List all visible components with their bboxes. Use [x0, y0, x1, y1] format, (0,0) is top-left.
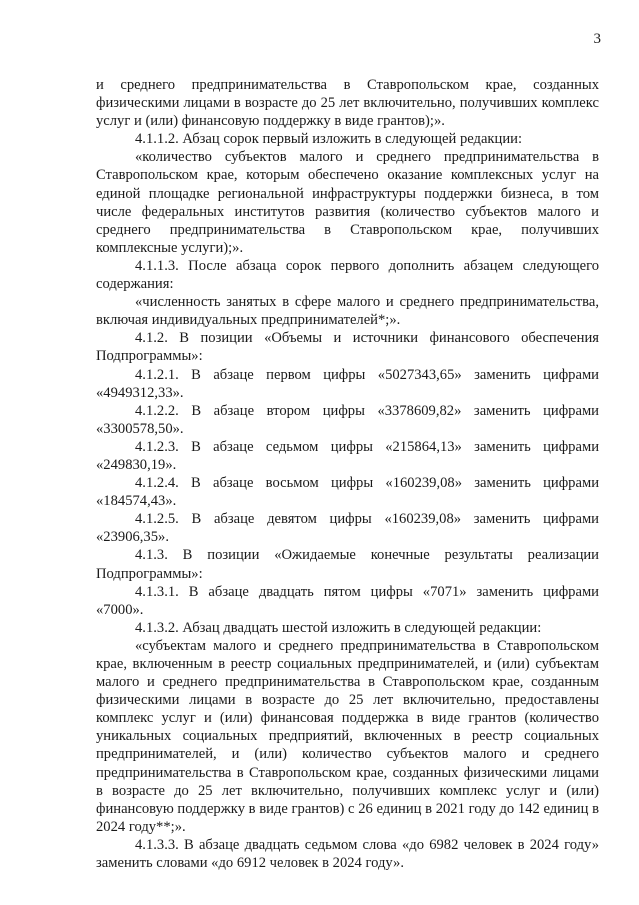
paragraph-6: 4.1.2. В позиции «Объемы и источники финансового обеспечения Подпрограммы»:	[96, 330, 599, 365]
paragraph-4: 4.1.1.3. После абзаца сорок первого дополнить абзацем следующего содержания:	[96, 257, 599, 293]
paragraph-12: 4.1.3. В позиции «Ожидаемые конечные результаты реализации Подпрограммы»:	[96, 547, 599, 582]
paragraph-9: 4.1.2.3. В абзаце седьмом цифры «215864,13» заменить цифрами «249830,19».	[96, 438, 599, 473]
paragraph-16: 4.1.3.3. В абзаце двадцать седьмом слова «до 6982 человек в 2024 году» заменить словами «до 6912 человек в 2024 году».	[96, 836, 599, 872]
paragraph-5: «численность занятых в сфере малого и среднего предпринимательства, включая индивидуальных предпринимателей*;».	[96, 294, 599, 329]
document-body	[96, 76, 599, 872]
paragraph-1: и среднего предпринимательства в Ставропольском крае, созданных физическими лицами в возрасте до 25 лет включительно, получивших комплекс услуг и (или) финансовую поддержку в виде грантов);».	[96, 77, 599, 130]
paragraph-15: «субъектам малого и среднего предпринимательства в Ставропольском крае, включенным в реестр социальных предпринимателей, и (или) субъектам малого и среднего предпринимательства в Ставропольском крае, созданным физическими лицами в возрасте до 25 лет включительно, предоставлены комплекс услуг и (или) финансовая поддержка в виде грантов (количество уникальных социальных предприятий, включенных в реестр социальных предпринимателей, и (или) количество субъектов малого и среднего предпринимательства в Ставропольском крае, созданных физическими лицами в возрасте до 25 лет включительно, получивших комплекс услуг и (или) финансовую поддержку в виде грантов) с 26 единиц в 2021 году до 142 единиц в 2024 году**;».	[96, 637, 599, 835]
paragraph-11: 4.1.2.5. В абзаце девятом цифры «160239,08» заменить цифрами «23906,35».	[96, 511, 599, 546]
paragraph-8: 4.1.2.2. В абзаце втором цифры «3378609,82» заменить цифрами «3300578,50».	[96, 402, 599, 437]
paragraph-13: 4.1.3.1. В абзаце двадцать пятом цифры «7071» заменить цифрами «7000».	[96, 583, 599, 618]
page-number: 3	[593, 31, 601, 47]
paragraph-3: «количество субъектов малого и среднего предпринимательства в Ставропольском крае, которым обеспечено оказание комплексных услуг на единой площадке региональной инфраструктуры поддержки бизнеса, в том числе федеральных институтов развития (количество субъектов малого и среднего предпринимательства в Ставропольском крае, получивших комплексные услуги);».	[96, 149, 599, 256]
paragraph-7: 4.1.2.1. В абзаце первом цифры «5027343,65» заменить цифрами «4949312,33».	[96, 366, 599, 401]
paragraph-14: 4.1.3.2. Абзац двадцать шестой изложить в следующей редакции:	[135, 619, 542, 636]
paragraph-10: 4.1.2.4. В абзаце восьмом цифры «160239,08» заменить цифрами «184574,43».	[96, 475, 599, 510]
paragraph-2: 4.1.1.2. Абзац сорок первый изложить в следующей редакции:	[135, 131, 523, 148]
